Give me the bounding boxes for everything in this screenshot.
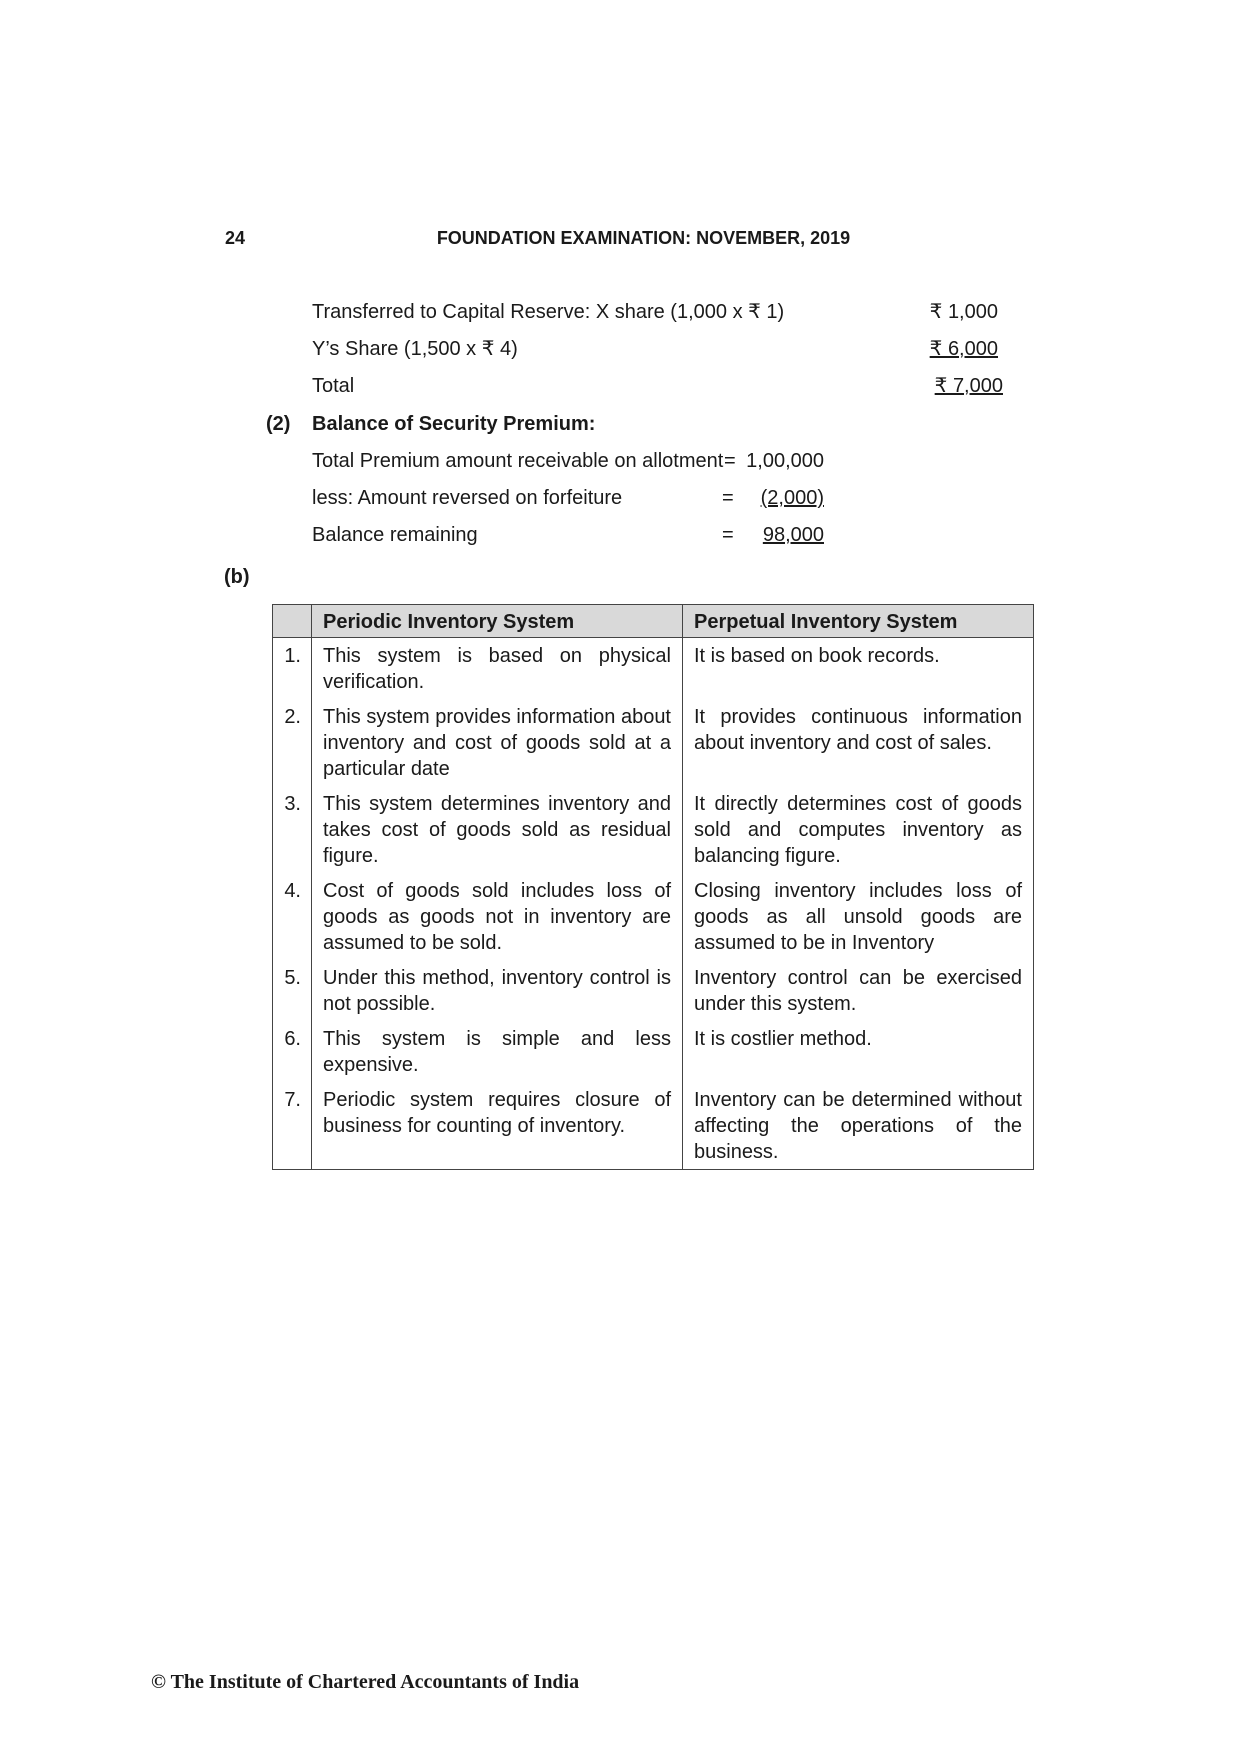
inventory-comparison-table: [272, 604, 1034, 1170]
table-row: [273, 699, 1034, 786]
table-header-periodic: Periodic Inventory System: [312, 605, 683, 638]
page-number: 24: [225, 228, 246, 248]
row-number: 2.: [273, 699, 312, 786]
periodic-cell: This system provides information about inventory and cost of goods sold at a particular date: [312, 699, 683, 786]
premium-row-value: (2,000): [760, 487, 824, 509]
periodic-cell: Cost of goods sold includes loss of goods as goods not in inventory are assumed to be sold.: [312, 873, 683, 960]
periodic-cell: Under this method, inventory control is not possible.: [312, 960, 683, 1021]
capital-reserve-x-label: Transferred to Capital Reserve: X share (1,000 x ₹ 1): [312, 301, 785, 323]
section-2-marker: (2): [266, 413, 291, 435]
perpetual-cell: Inventory can be determined without affecting the operations of the business.: [683, 1082, 1034, 1170]
premium-row-label: Total Premium amount receivable on allotment: [312, 450, 724, 472]
table-row: [273, 1082, 1034, 1170]
perpetual-cell: It is based on book records.: [683, 638, 1034, 700]
premium-row-equals: =: [722, 524, 734, 546]
row-number: 1.: [273, 638, 312, 700]
perpetual-cell: It provides continuous information about inventory and cost of sales.: [683, 699, 1034, 786]
table-header-perpetual: Perpetual Inventory System: [683, 605, 1034, 638]
premium-row-label: Balance remaining: [312, 524, 478, 546]
page-header-title: FOUNDATION EXAMINATION: NOVEMBER, 2019: [436, 228, 851, 248]
table-row: [273, 960, 1034, 1021]
premium-row-value: 98,000: [762, 524, 824, 546]
premium-row-equals: =: [722, 487, 734, 509]
perpetual-cell: Closing inventory includes loss of goods as all unsold goods are assumed to be in Inventory: [683, 873, 1034, 960]
periodic-cell: This system is based on physical verification.: [312, 638, 683, 700]
row-number: 5.: [273, 960, 312, 1021]
capital-reserve-y-value: ₹ 6,000: [929, 338, 998, 360]
table-row: [273, 638, 1034, 700]
capital-reserve-total-label: Total: [312, 375, 355, 397]
row-number: 4.: [273, 873, 312, 960]
premium-row-label: less: Amount reversed on forfeiture: [312, 487, 623, 509]
capital-reserve-x-value: ₹ 1,000: [929, 301, 998, 323]
table-row: [273, 1021, 1034, 1082]
premium-row-equals: =: [724, 450, 736, 472]
periodic-cell: This system is simple and less expensive.: [312, 1021, 683, 1082]
row-number: 7.: [273, 1082, 312, 1170]
table-header-row: [273, 605, 1034, 638]
row-number: 6.: [273, 1021, 312, 1082]
table-row: [273, 786, 1034, 873]
row-number: 3.: [273, 786, 312, 873]
part-b-marker: (b): [224, 566, 250, 588]
periodic-cell: Periodic system requires closure of business for counting of inventory.: [312, 1082, 683, 1170]
table-header-num: [273, 605, 312, 638]
capital-reserve-y-label: Y’s Share (1,500 x ₹ 4): [312, 338, 518, 360]
security-premium-title: Balance of Security Premium:: [312, 413, 596, 435]
copyright-footer: © The Institute of Chartered Accountants of India: [151, 1671, 580, 1693]
periodic-cell: This system determines inventory and takes cost of goods sold as residual figure.: [312, 786, 683, 873]
table-row: [273, 873, 1034, 960]
perpetual-cell: It directly determines cost of goods sold and computes inventory as balancing figure.: [683, 786, 1034, 873]
premium-row-value: 1,00,000: [746, 450, 824, 472]
perpetual-cell: It is costlier method.: [683, 1021, 1034, 1082]
capital-reserve-total-value: ₹ 7,000: [934, 375, 1003, 397]
perpetual-cell: Inventory control can be exercised under this system.: [683, 960, 1034, 1021]
